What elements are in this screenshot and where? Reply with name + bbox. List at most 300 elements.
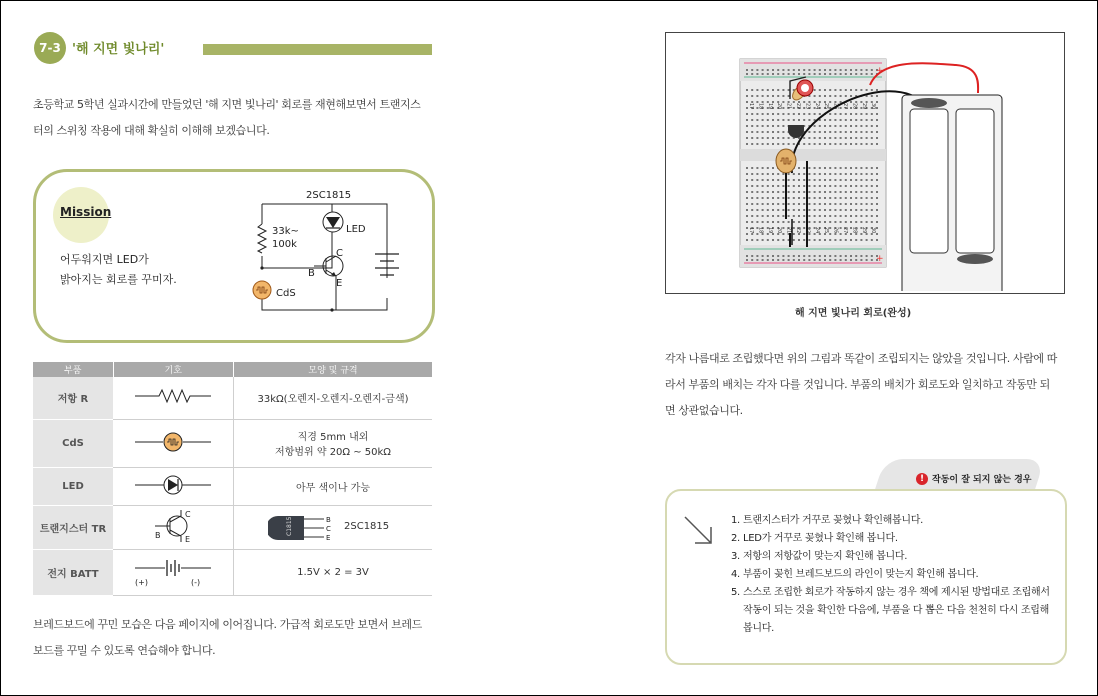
breadboard-hole	[746, 239, 748, 241]
breadboard-hole	[840, 143, 842, 145]
breadboard-hole	[834, 259, 836, 261]
breadboard-hole	[845, 89, 847, 91]
breadboard-hole	[798, 259, 800, 261]
breadboard-hole	[751, 185, 753, 187]
breadboard-hole	[782, 197, 784, 199]
breadboard-hole	[845, 143, 847, 145]
breadboard-hole	[866, 73, 868, 75]
package-pin-label: B	[326, 515, 331, 524]
breadboard-hole	[772, 113, 774, 115]
breadboard-hole	[756, 239, 758, 241]
breadboard-hole	[746, 259, 748, 261]
breadboard-hole	[829, 89, 831, 91]
breadboard-hole	[876, 209, 878, 211]
breadboard-hole	[798, 203, 800, 205]
breadboard-hole	[793, 203, 795, 205]
breadboard-hole	[772, 259, 774, 261]
breadboard-hole	[798, 179, 800, 181]
breadboard-hole	[798, 191, 800, 193]
breadboard-hole	[840, 227, 842, 229]
breadboard-hole	[808, 209, 810, 211]
breadboard-hole	[860, 167, 862, 169]
column-number: 24	[813, 227, 820, 234]
breadboard-hole	[819, 69, 821, 71]
breadboard-hole	[803, 113, 805, 115]
breadboard-hole	[767, 143, 769, 145]
breadboard-hole	[803, 137, 805, 139]
breadboard-hole	[788, 259, 790, 261]
breadboard-hole	[772, 255, 774, 257]
breadboard-hole	[782, 69, 784, 71]
breadboard-hole	[840, 89, 842, 91]
mission-label: Mission	[60, 205, 112, 219]
mission-text-line: 어두워지면 LED가	[60, 253, 149, 266]
breadboard-hole	[746, 215, 748, 217]
package-pin-label: E	[326, 533, 331, 542]
breadboard-hole	[855, 137, 857, 139]
breadboard-hole	[824, 73, 826, 75]
breadboard-hole	[840, 69, 842, 71]
breadboard-hole	[824, 255, 826, 257]
part-spec: 33kΩ(오렌지-오렌지-오렌지-금색)	[234, 377, 433, 419]
breadboard-hole	[834, 73, 836, 75]
breadboard-hole	[834, 255, 836, 257]
table-header: 모양 및 규격	[234, 362, 433, 377]
breadboard-hole	[777, 119, 779, 121]
breadboard-hole	[772, 167, 774, 169]
breadboard-hole	[798, 113, 800, 115]
breadboard-hole	[746, 173, 748, 175]
breadboard-hole	[860, 173, 862, 175]
breadboard-hole	[798, 73, 800, 75]
breadboard-hole	[840, 101, 842, 103]
outro-line: 브레드보드에 꾸민 모습은 다음 페이지에 이어집니다. 가급적 회로도만 보면서 브레드	[33, 618, 422, 631]
column-number: 25	[823, 103, 830, 110]
list-item-number: 3.	[731, 551, 740, 562]
transistor-model-label: 2SC1815	[306, 190, 352, 201]
breadboard-hole	[814, 143, 816, 145]
part-name: CdS	[33, 419, 113, 467]
breadboard-hole	[767, 167, 769, 169]
breadboard-hole	[819, 203, 821, 205]
breadboard-hole	[772, 95, 774, 97]
breadboard-hole	[777, 239, 779, 241]
breadboard-hole	[814, 239, 816, 241]
breadboard-hole	[845, 167, 847, 169]
column-number: 22	[795, 227, 801, 234]
breadboard-hole	[876, 221, 878, 223]
breadboard-hole	[808, 167, 810, 169]
breadboard-hole	[860, 89, 862, 91]
breadboard-hole	[762, 185, 764, 187]
breadboard-hole	[845, 215, 847, 217]
warning-icon: !	[916, 473, 928, 485]
breadboard-hole	[855, 73, 857, 75]
breadboard-hole	[772, 131, 774, 133]
breadboard-hole	[876, 125, 878, 127]
breadboard-hole	[819, 73, 821, 75]
breadboard-hole	[840, 239, 842, 241]
breadboard-hole	[850, 209, 852, 211]
breadboard-hole	[788, 89, 790, 91]
breadboard-hole	[767, 255, 769, 257]
breadboard-hole	[866, 197, 868, 199]
breadboard-hole	[793, 259, 795, 261]
breadboard-hole	[808, 73, 810, 75]
breadboard-hole	[767, 221, 769, 223]
breadboard-hole	[788, 203, 790, 205]
breadboard-hole	[777, 221, 779, 223]
part-name: 트랜지스터 TR	[33, 505, 113, 549]
breadboard-hole	[762, 131, 764, 133]
breadboard-hole	[834, 69, 836, 71]
resistor-symbol	[113, 377, 234, 419]
section-title-bar	[203, 44, 432, 55]
breadboard-hole	[876, 197, 878, 199]
breadboard-hole	[772, 69, 774, 71]
breadboard-hole	[814, 185, 816, 187]
breadboard-hole	[871, 221, 873, 223]
breadboard-hole	[756, 131, 758, 133]
breadboard-hole	[772, 137, 774, 139]
breadboard-hole	[876, 167, 878, 169]
emitter-pin-label: E	[336, 278, 343, 289]
breadboard-hole	[808, 69, 810, 71]
breadboard-hole	[788, 255, 790, 257]
breadboard-hole	[845, 221, 847, 223]
breadboard-hole	[829, 113, 831, 115]
breadboard-hole	[850, 185, 852, 187]
breadboard-hole	[860, 255, 862, 257]
breadboard-hole	[803, 259, 805, 261]
breadboard-hole	[814, 131, 816, 133]
table-row	[33, 505, 432, 549]
breadboard-hole	[751, 95, 753, 97]
breadboard-hole	[772, 125, 774, 127]
breadboard-hole	[819, 191, 821, 193]
breadboard-hole	[876, 143, 878, 145]
breadboard-hole	[860, 185, 862, 187]
part-spec: 아무 색이나 가능	[234, 467, 433, 505]
breadboard-hole	[788, 137, 790, 139]
column-number: 21	[785, 103, 792, 110]
breadboard-hole	[824, 89, 826, 91]
breadboard-hole	[762, 119, 764, 121]
breadboard-hole	[751, 143, 753, 145]
breadboard-hole	[845, 69, 847, 71]
breadboard-hole	[814, 197, 816, 199]
breadboard-hole	[871, 239, 873, 241]
list-item	[731, 530, 1051, 548]
breadboard-hole	[860, 203, 862, 205]
breadboard-hole	[756, 259, 758, 261]
breadboard-hole	[871, 215, 873, 217]
breadboard-hole	[803, 215, 805, 217]
part-spec: 1.5V × 2 = 3V	[234, 549, 433, 595]
breadboard-hole	[793, 197, 795, 199]
breadboard-hole	[751, 255, 753, 257]
breadboard-hole	[782, 119, 784, 121]
breadboard-hole	[767, 185, 769, 187]
breadboard-hole	[829, 191, 831, 193]
breadboard-hole	[808, 173, 810, 175]
breadboard-hole	[762, 125, 764, 127]
breadboard-hole	[777, 179, 779, 181]
breadboard-hole	[855, 197, 857, 199]
breadboard-hole	[782, 239, 784, 241]
breadboard-hole	[767, 125, 769, 127]
breadboard-hole	[834, 179, 836, 181]
breadboard-hole	[762, 209, 764, 211]
part-spec	[234, 419, 433, 467]
breadboard-hole	[746, 167, 748, 169]
breadboard-hole	[840, 107, 842, 109]
breadboard-hole	[819, 89, 821, 91]
cds-symbol	[113, 419, 234, 467]
breadboard-hole	[767, 69, 769, 71]
breadboard-hole	[840, 221, 842, 223]
breadboard-hole	[751, 119, 753, 121]
breadboard-hole	[756, 255, 758, 257]
breadboard-hole	[845, 191, 847, 193]
breadboard-hole	[782, 203, 784, 205]
breadboard-hole	[855, 173, 857, 175]
breadboard-hole	[871, 119, 873, 121]
section-number-badge: 7-3	[34, 32, 66, 64]
breadboard-hole	[829, 131, 831, 133]
breadboard-hole	[871, 131, 873, 133]
breadboard-hole	[819, 221, 821, 223]
breadboard-hole	[746, 107, 748, 109]
breadboard-hole	[819, 209, 821, 211]
part-name: 저항 R	[33, 377, 113, 419]
breadboard-hole	[762, 95, 764, 97]
part-spec-line: 직경 5mm 내외	[297, 432, 369, 443]
breadboard-hole	[829, 185, 831, 187]
list-item-text: 부품이 꽂힌 브레드보드의 라인이 맞는지 확인해 봅니다.	[743, 569, 979, 580]
breadboard-hole	[777, 255, 779, 257]
breadboard-hole	[834, 137, 836, 139]
breadboard-hole	[814, 73, 816, 75]
breadboard-hole	[746, 209, 748, 211]
breadboard-hole	[819, 167, 821, 169]
breadboard-hole	[798, 197, 800, 199]
breadboard-hole	[788, 179, 790, 181]
column-number: 28	[851, 103, 858, 110]
breadboard-hole	[829, 221, 831, 223]
breadboard-hole	[803, 221, 805, 223]
breadboard-hole	[746, 185, 748, 187]
breadboard-hole	[751, 89, 753, 91]
breadboard-hole	[762, 221, 764, 223]
breadboard-hole	[819, 185, 821, 187]
breadboard-hole	[756, 69, 758, 71]
breadboard-hole	[746, 191, 748, 193]
breadboard-hole	[866, 179, 868, 181]
breadboard-hole	[756, 143, 758, 145]
breadboard-hole	[772, 89, 774, 91]
breadboard-hole	[855, 119, 857, 121]
column-number: 29	[860, 103, 867, 110]
led-symbol	[113, 467, 234, 505]
breadboard-hole	[814, 69, 816, 71]
breadboard-hole	[762, 215, 764, 217]
breadboard-hole	[793, 233, 795, 235]
breadboard-hole	[840, 259, 842, 261]
breadboard-hole	[793, 239, 795, 241]
breadboard-hole	[782, 215, 784, 217]
list-item-number: 2.	[731, 533, 740, 544]
plus-rail-sign: +	[876, 66, 884, 76]
breadboard-hole	[782, 179, 784, 181]
breadboard-hole	[860, 221, 862, 223]
breadboard-hole	[772, 203, 774, 205]
column-number: 29	[860, 227, 867, 234]
breadboard-hole	[829, 69, 831, 71]
breadboard-hole	[746, 95, 748, 97]
breadboard-hole	[819, 255, 821, 257]
breadboard-hole	[777, 89, 779, 91]
warning-title: 작동이 잘 되지 않는 경우	[932, 475, 1032, 485]
breadboard-hole	[855, 203, 857, 205]
breadboard-hole	[824, 131, 826, 133]
breadboard-hole	[824, 137, 826, 139]
breadboard-hole	[762, 113, 764, 115]
breadboard-hole	[824, 167, 826, 169]
breadboard-hole	[777, 125, 779, 127]
breadboard-hole	[855, 113, 857, 115]
breadboard-hole	[866, 255, 868, 257]
breadboard-hole	[798, 209, 800, 211]
column-number: 24	[813, 103, 820, 110]
breadboard-hole	[782, 95, 784, 97]
figure-caption: 해 지면 빛나리 회로(완성)	[795, 308, 912, 319]
breadboard-hole	[871, 197, 873, 199]
breadboard-hole	[845, 239, 847, 241]
breadboard-hole	[762, 137, 764, 139]
plus-rail-sign: +	[876, 254, 884, 264]
breadboard-hole	[840, 167, 842, 169]
column-number: 20	[776, 227, 783, 234]
breadboard-hole	[845, 185, 847, 187]
breadboard-hole	[808, 259, 810, 261]
column-number: 19	[766, 103, 773, 110]
breadboard-hole	[840, 197, 842, 199]
breadboard-hole	[751, 259, 753, 261]
breadboard-hole	[751, 203, 753, 205]
breadboard-hole	[777, 191, 779, 193]
breadboard-hole	[871, 255, 873, 257]
column-number: 30	[870, 227, 877, 234]
breadboard-hole	[756, 179, 758, 181]
breadboard-hole	[814, 125, 816, 127]
breadboard-hole	[876, 239, 878, 241]
column-number: 18	[757, 227, 764, 234]
breadboard-hole	[788, 95, 790, 97]
troubleshooting-list	[731, 512, 1051, 638]
breadboard-hole	[871, 167, 873, 169]
breadboard-hole	[782, 221, 784, 223]
breadboard-hole	[772, 119, 774, 121]
breadboard-hole	[819, 197, 821, 199]
breadboard-hole	[850, 179, 852, 181]
breadboard-hole	[793, 143, 795, 145]
outro-paragraph	[33, 612, 422, 664]
breadboard-hole	[871, 137, 873, 139]
battery-symbol	[113, 549, 234, 595]
breadboard-hole	[751, 191, 753, 193]
breadboard-hole	[829, 167, 831, 169]
breadboard-hole	[793, 227, 795, 229]
list-item-text: 스스로 조립한 회로가 작동하지 않는 경우 책에 제시된 방법대로 조립해서 작동이 되는 것을 확인한 다음에, 부품을 다 뽑은 다음 천천히 다시 조립해 봅니다.	[743, 587, 1050, 634]
breadboard-hole	[871, 209, 873, 211]
breadboard-hole	[866, 125, 868, 127]
breadboard-hole	[777, 73, 779, 75]
breadboard-hole	[777, 131, 779, 133]
breadboard-hole	[860, 209, 862, 211]
breadboard-hole	[808, 185, 810, 187]
breadboard-hole	[782, 255, 784, 257]
breadboard-hole	[866, 119, 868, 121]
assembly-note-paragraph	[665, 346, 1063, 424]
breadboard-hole	[824, 173, 826, 175]
breadboard-hole	[803, 197, 805, 199]
breadboard-hole	[876, 191, 878, 193]
breadboard-hole	[840, 179, 842, 181]
breadboard-hole	[819, 259, 821, 261]
breadboard-hole	[871, 259, 873, 261]
symbol-pin-label: E	[185, 534, 191, 544]
list-item-number: 4.	[731, 569, 740, 580]
breadboard-hole	[751, 221, 753, 223]
breadboard-hole	[751, 131, 753, 133]
breadboard-hole	[793, 107, 795, 109]
breadboard-hole	[824, 125, 826, 127]
breadboard-hole	[808, 179, 810, 181]
breadboard-hole	[866, 113, 868, 115]
breadboard-hole	[829, 179, 831, 181]
breadboard-hole	[866, 209, 868, 211]
breadboard-hole	[845, 255, 847, 257]
breadboard-hole	[855, 221, 857, 223]
breadboard-hole	[788, 143, 790, 145]
breadboard-hole	[782, 113, 784, 115]
breadboard-hole	[798, 239, 800, 241]
breadboard-hole	[840, 191, 842, 193]
breadboard-hole	[746, 221, 748, 223]
breadboard-hole	[876, 89, 878, 91]
breadboard-hole	[814, 191, 816, 193]
breadboard-hole	[829, 173, 831, 175]
breadboard-hole	[803, 209, 805, 211]
breadboard-hole	[756, 113, 758, 115]
breadboard-hole	[860, 197, 862, 199]
breadboard-hole	[814, 95, 816, 97]
breadboard-hole	[840, 215, 842, 217]
breadboard-hole	[834, 215, 836, 217]
breadboard-hole	[860, 137, 862, 139]
breadboard-hole	[866, 167, 868, 169]
list-item	[731, 566, 1051, 584]
symbol-pin-label: B	[155, 530, 161, 540]
breadboard-hole	[866, 173, 868, 175]
breadboard-hole	[767, 173, 769, 175]
breadboard-hole	[762, 89, 764, 91]
collector-pin-label: C	[336, 248, 343, 259]
breadboard-hole	[788, 209, 790, 211]
base-pin-label: B	[308, 268, 315, 279]
breadboard-hole	[756, 89, 758, 91]
